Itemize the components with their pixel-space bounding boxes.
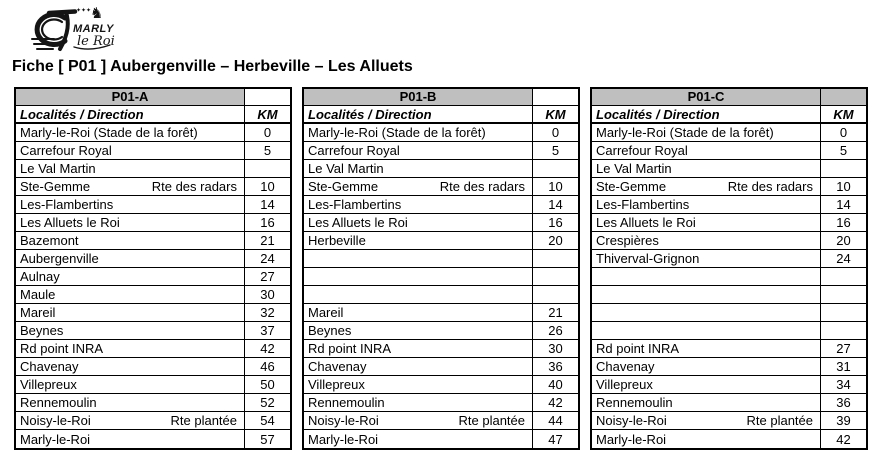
km-value: 32 [260, 305, 275, 320]
locality-cell [16, 268, 245, 285]
table-row [16, 196, 290, 214]
table-name-km-spacer [533, 89, 578, 105]
locality-cell [304, 232, 533, 249]
locality-cell [16, 286, 245, 303]
locality-cell [16, 214, 245, 231]
table-row [16, 430, 290, 448]
locality-cell [16, 376, 245, 393]
route-tables [14, 87, 868, 450]
locality-label: Maule [20, 287, 56, 302]
km-value: 36 [548, 359, 563, 374]
locality-cell [304, 214, 533, 231]
km-value [533, 286, 578, 303]
km-value: 0 [839, 125, 848, 140]
table-p01-c [590, 87, 868, 450]
table-row [592, 430, 866, 448]
locality-cell [304, 340, 533, 357]
table-p01-a [14, 87, 292, 450]
locality-cell [592, 250, 821, 267]
table-row [16, 412, 290, 430]
locality-cell [304, 376, 533, 393]
logo-stars: ✦✦✦ [76, 8, 92, 14]
table-row [592, 376, 866, 394]
locality-cell [304, 124, 533, 141]
locality-label: Les Alluets le Roi [596, 215, 696, 230]
locality-cell [16, 430, 245, 448]
locality-label: Mareil [20, 305, 56, 320]
km-value: 57 [260, 431, 275, 447]
locality-label: Rd point INRA [308, 341, 392, 356]
locality-label: Le Val Martin [596, 161, 672, 176]
locality-cell [304, 196, 533, 213]
table-row [16, 304, 290, 322]
table-name-row [592, 89, 866, 106]
locality-cell [16, 340, 245, 357]
km-value: 14 [260, 197, 275, 212]
locality-cell [592, 430, 821, 448]
table-row [592, 124, 866, 142]
table-row [592, 250, 866, 268]
table-row [16, 214, 290, 232]
locality-label: Les Alluets le Roi [20, 215, 120, 230]
locality-label: Mareil [308, 305, 344, 320]
table-row [304, 178, 578, 196]
table-name-km-spacer [821, 89, 866, 105]
km-column-header: KM [833, 107, 854, 122]
km-value: 27 [260, 269, 275, 284]
km-value: 30 [548, 341, 563, 356]
locality-cell [304, 304, 533, 321]
table-row [592, 304, 866, 322]
km-value [821, 160, 866, 177]
km-value [821, 304, 866, 321]
table-row [304, 214, 578, 232]
km-value: 50 [260, 377, 275, 392]
table-row [16, 286, 290, 304]
locality-label: Beynes [20, 323, 64, 338]
km-value [821, 268, 866, 285]
locality-label: Les-Flambertins [308, 197, 402, 212]
table-row [592, 286, 866, 304]
locality-label: Rennemoulin [308, 395, 385, 410]
locality-cell [16, 142, 245, 159]
locality-cell [592, 394, 821, 411]
locality-label: Carrefour Royal [596, 143, 688, 158]
km-value: 10 [260, 179, 275, 194]
km-value: 26 [548, 323, 563, 338]
km-value [533, 250, 578, 267]
table-row [592, 232, 866, 250]
km-value: 21 [260, 233, 275, 248]
table-row [16, 340, 290, 358]
table-row [304, 322, 578, 340]
club-name-bottom: le Roi [77, 34, 115, 49]
locality-label: Le Val Martin [20, 161, 96, 176]
locality-cell [16, 250, 245, 267]
table-row [304, 232, 578, 250]
km-value: 14 [548, 197, 563, 212]
locality-cell [592, 232, 821, 249]
locality-cell [304, 430, 533, 448]
locality-label: Herbeville [308, 233, 366, 248]
locality-label: Marly-le-Roi [20, 431, 91, 447]
table-row [16, 358, 290, 376]
table-name-row [16, 89, 290, 106]
km-value [245, 160, 290, 177]
table-row [16, 124, 290, 142]
km-value: 16 [260, 215, 275, 230]
locality-cell [592, 214, 821, 231]
locality-cell [16, 232, 245, 249]
route-note: Rte des radars [727, 179, 813, 194]
locality-cell [592, 124, 821, 141]
km-value: 37 [260, 323, 275, 338]
km-value: 20 [836, 233, 851, 248]
locality-column-header: Localités / Direction [16, 106, 245, 122]
table-row [592, 142, 866, 160]
table-row [304, 376, 578, 394]
table-row [304, 160, 578, 178]
page-title: Fiche [ P01 ] Aubergenville – Herbeville – Les Alluets [12, 58, 413, 75]
locality-cell [16, 196, 245, 213]
km-value: 42 [548, 395, 563, 410]
club-name-top: MARLY [73, 23, 114, 35]
table-row [16, 394, 290, 412]
locality-label: Marly-le-Roi [596, 431, 667, 447]
km-value: 39 [836, 413, 851, 428]
club-logo [26, 2, 122, 56]
km-value: 10 [836, 179, 851, 194]
locality-column-header: Localités / Direction [304, 106, 533, 122]
km-value: 24 [260, 251, 275, 266]
locality-cell [304, 178, 533, 195]
km-value [821, 286, 866, 303]
table-row [16, 250, 290, 268]
locality-cell [592, 268, 821, 285]
locality-label: Chavenay [20, 359, 79, 374]
table-row [304, 412, 578, 430]
table-row [592, 214, 866, 232]
km-value: 44 [548, 413, 563, 428]
locality-label: Carrefour Royal [308, 143, 400, 158]
locality-cell [304, 358, 533, 375]
table-row [592, 412, 866, 430]
locality-label: Chavenay [596, 359, 655, 374]
table-row [16, 178, 290, 196]
locality-label: Rd point INRA [596, 341, 680, 356]
locality-cell [304, 394, 533, 411]
km-value: 10 [548, 179, 563, 194]
route-note: Rte des radars [151, 179, 237, 194]
km-value: 16 [836, 215, 851, 230]
locality-column-header: Localités / Direction [592, 106, 821, 122]
table-row [592, 358, 866, 376]
km-value: 36 [836, 395, 851, 410]
table-name: P01-B [304, 89, 533, 105]
locality-cell [16, 124, 245, 141]
km-value: 30 [260, 287, 275, 302]
locality-cell [592, 304, 821, 321]
table-row [304, 124, 578, 142]
locality-cell [304, 286, 533, 303]
column-header-row [16, 106, 290, 124]
km-value: 16 [548, 215, 563, 230]
table-row [592, 196, 866, 214]
locality-cell [304, 160, 533, 177]
km-value [533, 268, 578, 285]
table-row [592, 394, 866, 412]
km-value: 14 [836, 197, 851, 212]
locality-cell [592, 412, 821, 429]
table-row [304, 142, 578, 160]
table-row [16, 268, 290, 286]
km-value: 0 [263, 125, 272, 140]
locality-label: Marly-le-Roi [308, 431, 379, 447]
table-row [304, 250, 578, 268]
locality-label: Marly-le-Roi (Stade de la forêt) [20, 125, 198, 140]
knight-horse-icon: ♞ [90, 5, 104, 22]
km-value: 52 [260, 395, 275, 410]
table-row [592, 340, 866, 358]
locality-label: Villepreux [308, 377, 365, 392]
locality-cell [304, 322, 533, 339]
locality-cell [592, 286, 821, 303]
locality-cell [592, 358, 821, 375]
km-value: 46 [260, 359, 275, 374]
km-value [533, 160, 578, 177]
column-header-row [592, 106, 866, 124]
locality-cell [592, 376, 821, 393]
locality-label: Noisy-le-Roi [20, 413, 91, 428]
locality-cell [304, 250, 533, 267]
locality-label: Rennemoulin [596, 395, 673, 410]
km-value: 20 [548, 233, 563, 248]
locality-label: Ste-Gemme [308, 179, 379, 194]
table-row [16, 322, 290, 340]
locality-label: Villepreux [596, 377, 653, 392]
locality-label: Marly-le-Roi (Stade de la forêt) [596, 125, 774, 140]
locality-label: Chavenay [308, 359, 367, 374]
km-value: 5 [551, 143, 560, 158]
table-row [304, 304, 578, 322]
table-row [592, 160, 866, 178]
table-row [16, 232, 290, 250]
table-p01-b [302, 87, 580, 450]
km-value: 27 [836, 341, 851, 356]
locality-label: Les-Flambertins [20, 197, 114, 212]
table-name-row [304, 89, 578, 106]
locality-label: Rennemoulin [20, 395, 97, 410]
km-column-header: KM [545, 107, 566, 122]
table-row [16, 160, 290, 178]
locality-label: Les-Flambertins [596, 197, 690, 212]
table-row [16, 142, 290, 160]
locality-label: Les Alluets le Roi [308, 215, 408, 230]
locality-label: Thiverval-Grignon [596, 251, 700, 266]
locality-label: Beynes [308, 323, 352, 338]
locality-cell [16, 322, 245, 339]
locality-label: Ste-Gemme [20, 179, 91, 194]
table-row [304, 430, 578, 448]
locality-cell [592, 340, 821, 357]
table-name: P01-C [592, 89, 821, 105]
table-row [304, 358, 578, 376]
locality-cell [592, 142, 821, 159]
locality-label: Crespières [596, 233, 659, 248]
table-row [592, 322, 866, 340]
km-value: 5 [263, 143, 272, 158]
table-row [592, 268, 866, 286]
locality-label: Noisy-le-Roi [308, 413, 379, 428]
locality-label: Le Val Martin [308, 161, 384, 176]
locality-cell [16, 412, 245, 429]
locality-label: Aulnay [20, 269, 60, 284]
locality-label: Marly-le-Roi (Stade de la forêt) [308, 125, 486, 140]
km-column-header: KM [257, 107, 278, 122]
km-value: 42 [260, 341, 275, 356]
km-value: 34 [836, 377, 851, 392]
km-value: 42 [836, 431, 851, 447]
km-value: 47 [548, 431, 563, 447]
table-body [304, 124, 578, 448]
route-note: Rte des radars [439, 179, 525, 194]
km-value: 5 [839, 143, 848, 158]
locality-cell [16, 304, 245, 321]
table-row [304, 268, 578, 286]
table-row [304, 340, 578, 358]
locality-cell [304, 268, 533, 285]
locality-cell [16, 160, 245, 177]
locality-cell [304, 142, 533, 159]
route-note: Rte plantée [458, 413, 525, 428]
route-note: Rte plantée [746, 413, 813, 428]
locality-label: Villepreux [20, 377, 77, 392]
locality-label: Noisy-le-Roi [596, 413, 667, 428]
locality-cell [592, 322, 821, 339]
km-value: 21 [548, 305, 563, 320]
table-row [592, 178, 866, 196]
table-row [16, 376, 290, 394]
table-name: P01-A [16, 89, 245, 105]
locality-label: Carrefour Royal [20, 143, 112, 158]
km-value: 31 [836, 359, 851, 374]
locality-label: Rd point INRA [20, 341, 104, 356]
locality-label: Bazemont [20, 233, 79, 248]
locality-cell [592, 160, 821, 177]
locality-cell [16, 394, 245, 411]
table-row [304, 286, 578, 304]
table-row [304, 196, 578, 214]
locality-cell [16, 178, 245, 195]
km-value: 54 [260, 413, 275, 428]
column-header-row [304, 106, 578, 124]
table-body [592, 124, 866, 448]
locality-cell [592, 178, 821, 195]
km-value: 40 [548, 377, 563, 392]
table-name-km-spacer [245, 89, 290, 105]
locality-cell [304, 412, 533, 429]
club-logo-graphic [26, 2, 122, 56]
locality-label: Ste-Gemme [596, 179, 667, 194]
table-row [304, 394, 578, 412]
locality-cell [592, 196, 821, 213]
km-value [821, 322, 866, 339]
locality-cell [16, 358, 245, 375]
locality-label: Aubergenville [20, 251, 99, 266]
km-value: 24 [836, 251, 851, 266]
km-value: 0 [551, 125, 560, 140]
route-note: Rte plantée [170, 413, 237, 428]
table-body [16, 124, 290, 448]
